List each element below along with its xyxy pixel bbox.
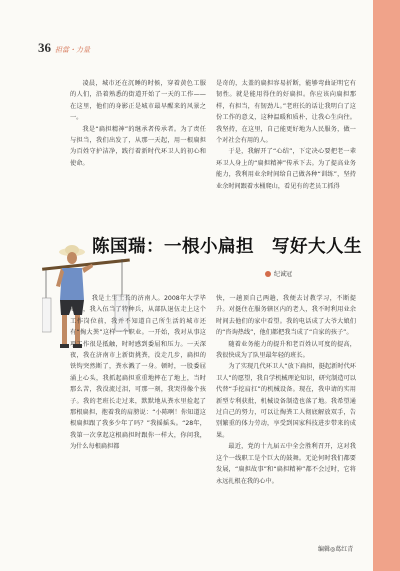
paragraph: 我是土生土长的济南人。2008年大学毕业后，我入伍当了特种兵，从部队退伍走上这个工作岗位前，我并不知道自己所生活的城市还有“掏大粪”这样一个职业。一开始，我对从事这项工作很是抵触，时时感到委屈和压力。一天深夜，我在济南市上新街挑粪，没走几步，扁担的铁钩突然断了，粪水溅了一身。顿时，一股委屈涌上心头，我抓起扁担重重地摔在了地上，当时那么苦，我没流过泪，可那一刻，我哭得像个孩子。我的老班长走过来，默默地从粪水里捡起了那根扁担，抱着我的肩膀说：“小陈啊！你知道这根扁担跟了我多少年了吗？”我摇摇头。“28年，我第一次拿起这根扁担时跟你一样大，你问我，为什么每根扁担都 <box>70 295 206 451</box>
page-edge-band <box>373 0 400 571</box>
section-label: 担當・力量 <box>55 46 90 54</box>
paragraph: 是奇的，太盖的扁担容易折断，能够弯曲证明它有韧性。就是能用得住的好扁担。你应该向扁担那样，有担当，有韧劲儿。”老班长的话让我明白了这份工作的意义，这种温暖和质朴，让我心生向往。我坚持，在这里，自己能更好地为人民服务，做一个对社会有用的人。 <box>216 80 356 145</box>
paragraph: 凌晨，城市还在沉睡的时候，穿着黄色工服的人们，沿着熟悉的街道开始了一天的工作——在这里，他们的身影正是城市最早醒来的风景之一。 <box>70 80 206 122</box>
article-column-top-right <box>216 78 356 192</box>
byline <box>265 269 292 278</box>
article-column-top-left <box>70 78 206 169</box>
byline-author: 纪诚冠 <box>274 271 293 278</box>
article-column-bottom-right <box>216 293 356 543</box>
paragraph: 于是，我解开了“心结”，下定决心要把老一辈环卫人身上的“扁担精神”传承下去。为了提高业务能力，我利用业余时间给自己做各种“训练”，坚持业余时间跟着水桶爬山，看见有的老员工抓得 <box>216 148 356 190</box>
bullet-icon <box>265 271 271 277</box>
editor-credit: 编辑◎葛红青 <box>318 546 354 553</box>
page-number: 36 <box>38 40 51 55</box>
article-column-middle-left <box>70 293 206 538</box>
paragraph: 最近，党的十九届五中全会胜利召开，这对我这个一线职工是个巨大的鼓舞。无论何时我们都要发展，“扁担故事”和“扁担精神”都不会过时，它将永远扎根在我的心中。 <box>216 443 356 485</box>
paragraph: 我是“扁担精神”的继承者传承者。为了责任与担当，我们出发了，从那一天起，用一根扁担为百姓守护洁净，践行着新时代环卫人的初心和使命。 <box>70 125 206 167</box>
paragraph: 为了实现几代环卫人“放下扁担，挺起新时代环卫人”的愿望，我自学机械理论知识，研究制造可以代替“手挖肩扛”的机械设备。现在，我申请的实用新型专利获批，机械设备制造也落了地。我希望通过自己的努力，可以让掏粪工人彻底解放双手，告别繁重的体力劳动，享受到国家科技进步带来的成果。 <box>216 363 356 439</box>
paragraph: 快，一趟顶自己两趟，我便去讨教学习，不断提升。对挺住在服务辖区内的老人，我不时利用业余时间去他们的家中看望。我的电话成了大爷大娘们的“咨询热线”，他们都把我当成了“自家的孩子”。 <box>216 295 356 337</box>
page-header <box>38 40 90 54</box>
article-title: 陈国瑞：一根小扁担 写好大人生 <box>92 237 362 257</box>
paragraph: 随着业务能力的提升和老百姓认可度的提高，我很快成为了队里最年轻的班长。 <box>216 340 356 360</box>
